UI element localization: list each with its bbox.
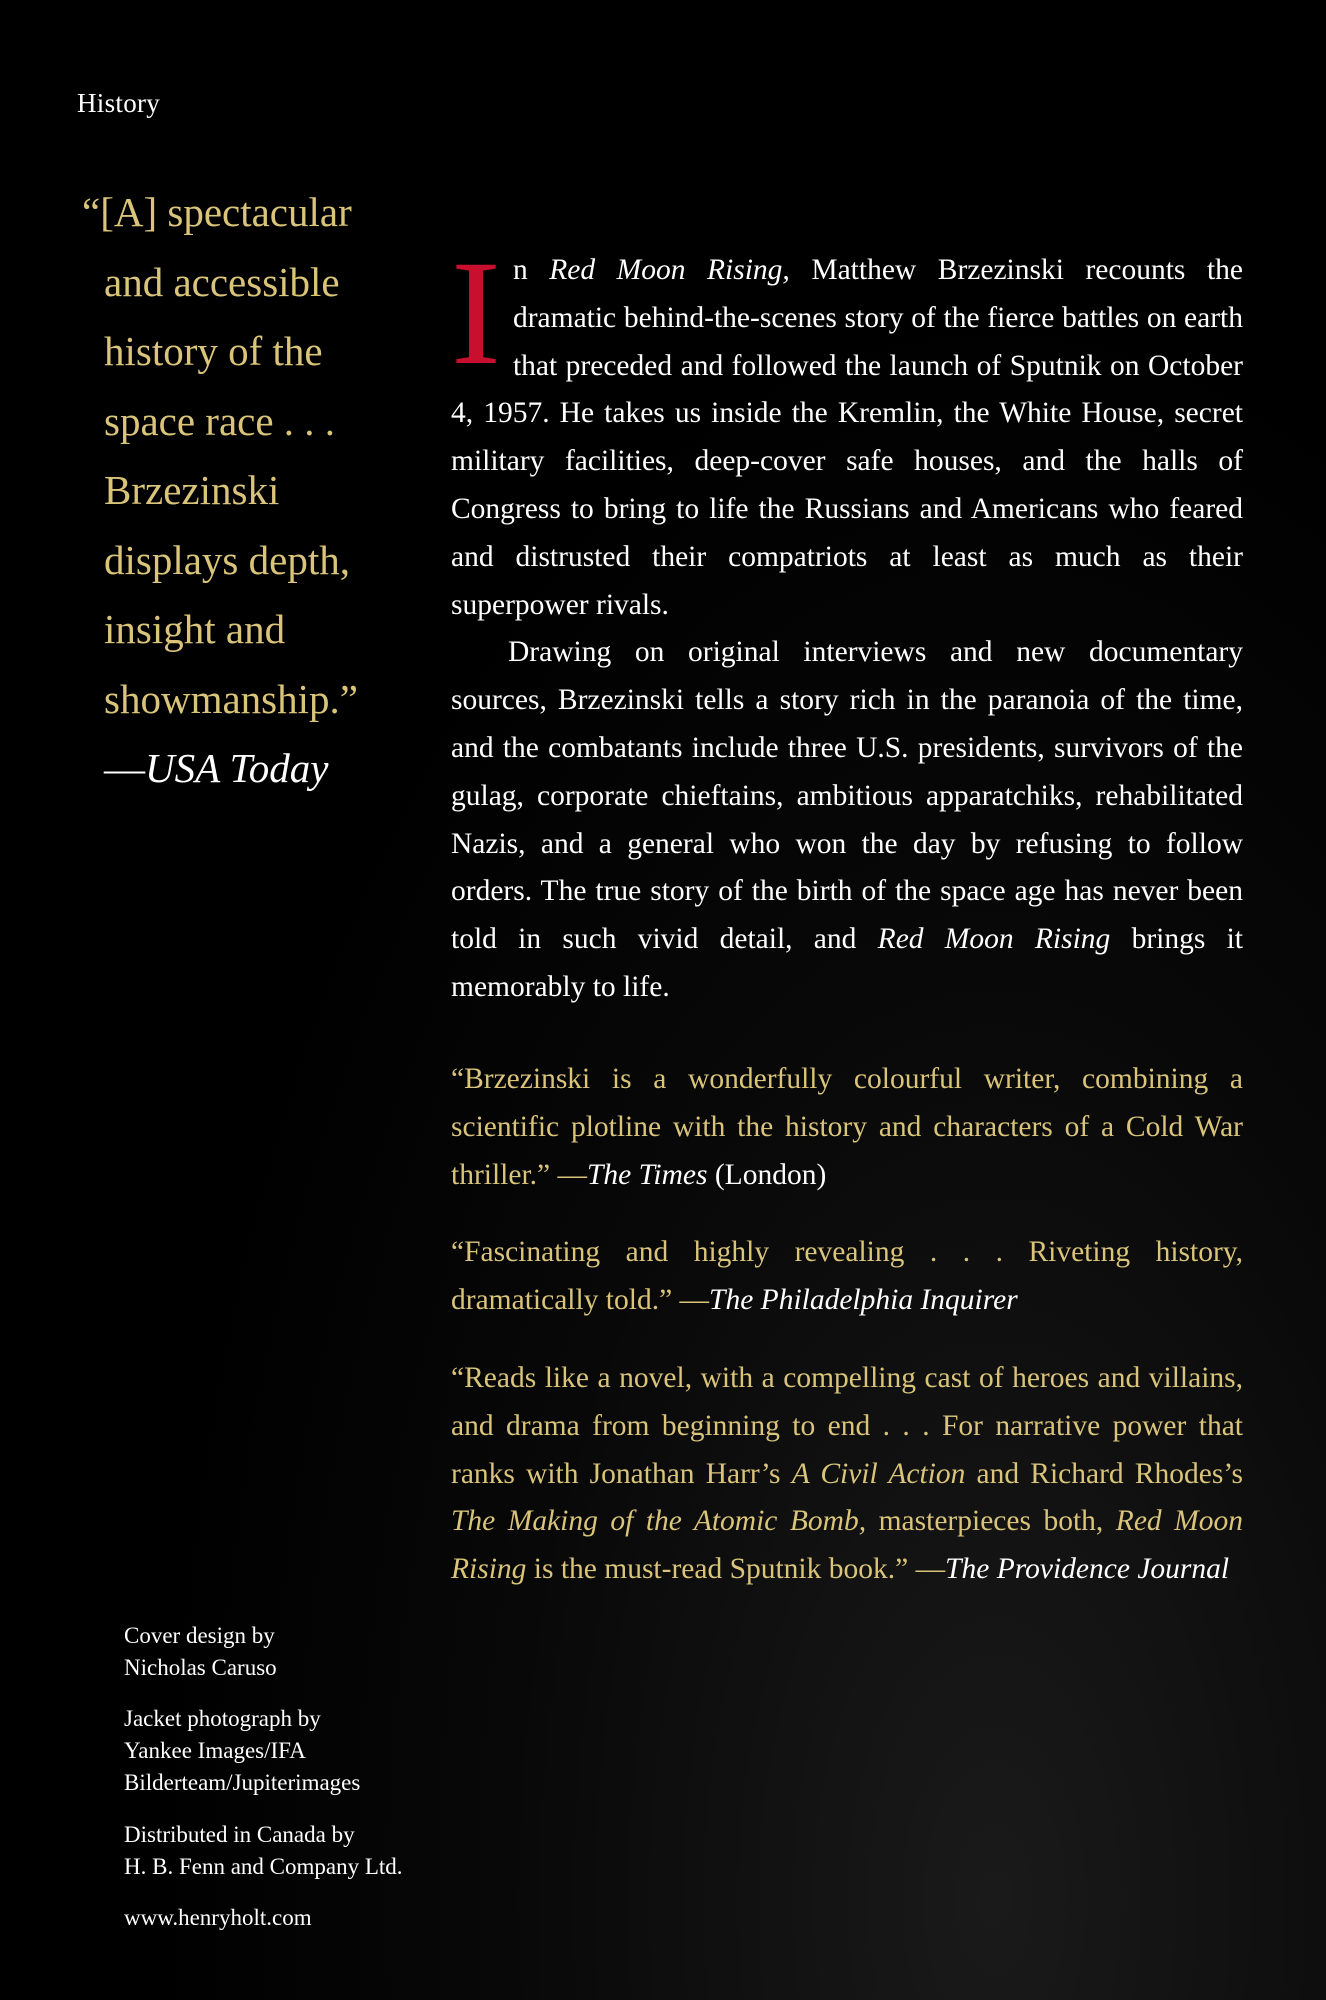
book-title: Red Moon Rising <box>877 923 1111 956</box>
pull-quote-line: history of the <box>104 328 323 374</box>
review-source: The Philadelphia Inquirer <box>709 1283 1018 1316</box>
review-text: “Brzezinski is a wonderfully colourful writer, combining a scientific plotline with the history and characters of a Cold War thriller.” — <box>451 1063 1243 1191</box>
credit-line: Cover design by <box>124 1623 275 1648</box>
description-paragraph-1 <box>451 230 1243 629</box>
category-label: History <box>77 88 161 118</box>
review-text: is the must-read Sputnik book.” — <box>526 1553 946 1586</box>
p1-lead: n <box>512 254 550 286</box>
credit-line: Nicholas Caruso <box>124 1655 277 1680</box>
credit-line: Bilderteam/Jupiterimages <box>124 1770 361 1795</box>
jacket-photo-credit <box>124 1703 424 1799</box>
pull-quote-line: space race . . . <box>104 397 336 444</box>
review-text: “Reads like a novel, with a compelling cast of heroes and villains, and drama from beginning to end . . . For narrative power that ranks with Jonathan Harr’s <box>451 1362 1243 1490</box>
cover-design-credit <box>124 1620 424 1684</box>
pull-quote-line: “[A] spectacular <box>82 189 352 235</box>
pull-quote-attribution <box>104 734 424 804</box>
cited-book-title: The Making of the Atomic Bomb, <box>451 1505 867 1538</box>
pull-quote-line: Brzezinski <box>104 467 280 513</box>
credit-line: Distributed in Canada by <box>124 1822 355 1847</box>
p1-text: Matthew Brzezinski recounts the dramatic behind-the-scenes story of the fierce battles on earth that preceded and followed the launch of Sputnik on October 4, 1957. He takes us inside the Kremlin, the White House, secret military facilities, deep-cover safe houses, and the halls of Congress to bring to life the Russians and Americans who feared and distrusted their compatriots at least as much as their superpower rivals. <box>451 254 1243 621</box>
description-paragraph-2 <box>451 629 1243 1011</box>
review-inquirer <box>451 1229 1243 1325</box>
publisher-website <box>124 1902 424 1934</box>
pull-quote-line: displays depth, <box>104 536 350 583</box>
pull-quote-line: showmanship.” <box>104 675 358 722</box>
credit-line: H. B. Fenn and Company Ltd. <box>124 1854 403 1879</box>
book-description <box>451 230 1243 1012</box>
distribution-credit <box>124 1819 424 1883</box>
pull-quote <box>82 178 424 804</box>
book-title: Red Moon Rising, <box>549 254 790 286</box>
p2-end: brings it memorably to life. <box>451 923 1243 1003</box>
attribution-source: USA Today <box>145 745 329 791</box>
drop-cap: I <box>451 230 501 396</box>
cited-book-title: A Civil Action <box>791 1457 966 1490</box>
website-url: www.henryholt.com <box>124 1905 312 1930</box>
attribution-dash: — <box>104 745 145 791</box>
pull-quote-line: insight and <box>104 606 286 652</box>
review-text: and Richard Rhodes’s <box>965 1457 1243 1490</box>
p2-text: Drawing on original interviews and new documentary sources, Brzezinski tells a story rich in the paranoia of the time, and the combatants include three U.S. presidents, survivors of the gulag, corporate chieftains, ambitious apparatchiks, rehabilitated Nazis, and a general who won the day by refusing to follow orders. The true story of the birth of the space age has never been told in such vivid detail, and <box>451 636 1243 956</box>
review-source: The Providence Journal <box>945 1553 1230 1586</box>
review-location: (London) <box>707 1158 827 1191</box>
review-providence <box>451 1355 1243 1594</box>
book-title: Red Moon Rising <box>451 1505 1243 1586</box>
review-text: “Fascinating and highly revealing . . . Riveting history, dramatically told.” — <box>451 1236 1243 1316</box>
credit-line: Yankee Images/IFA <box>124 1738 306 1763</box>
credit-line: Jacket photograph by <box>124 1706 321 1731</box>
pull-quote-line: and accessible <box>104 258 340 305</box>
review-text: masterpieces both, <box>866 1505 1116 1538</box>
review-source: The Times <box>587 1158 708 1191</box>
review-times <box>451 1056 1243 1199</box>
